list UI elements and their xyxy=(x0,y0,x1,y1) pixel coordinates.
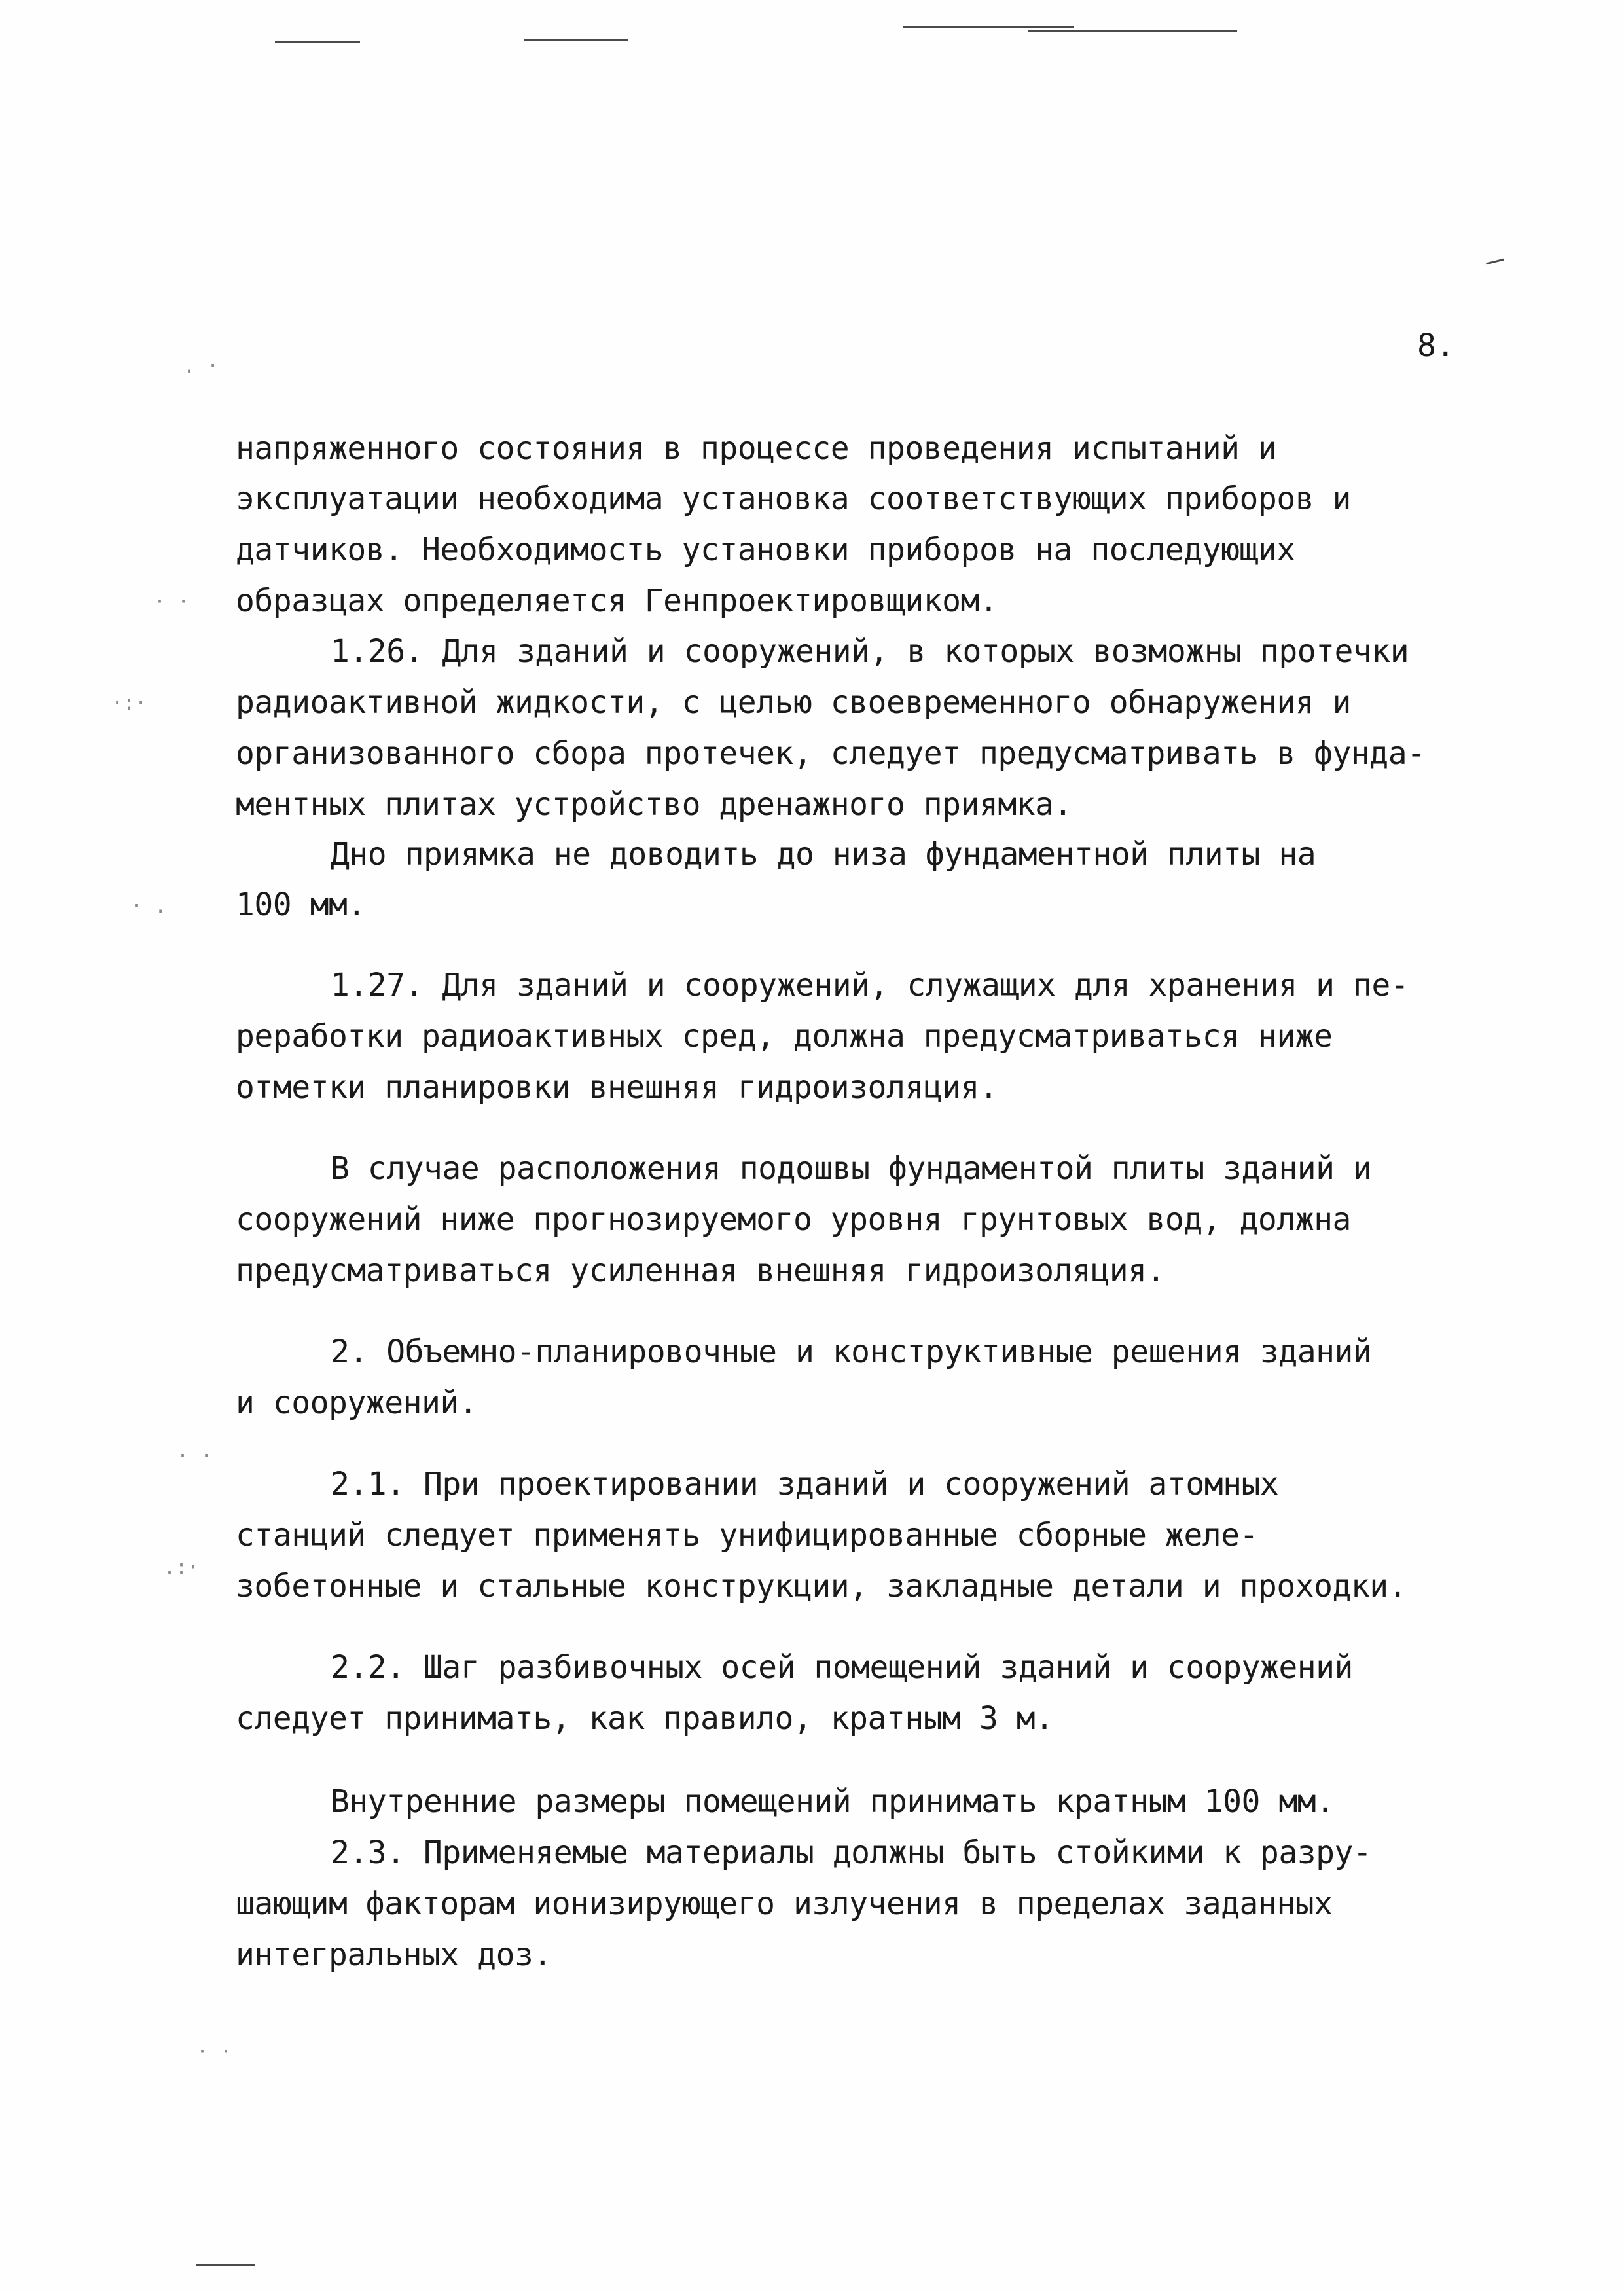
text-line: реработки радиоактивных сред, должна предусматриваться ниже xyxy=(236,1018,1333,1055)
text-line: 2. Объемно-планировочные и конструктивные решения зданий xyxy=(331,1334,1372,1370)
scan-speck: .:· xyxy=(164,1556,200,1579)
text-line: В случае расположения подошвы фундаментой плиты зданий и xyxy=(331,1150,1372,1187)
scan-speck: · · xyxy=(154,591,190,613)
scan-rule-top-3 xyxy=(903,26,1074,28)
scan-rule-top-1 xyxy=(275,41,360,43)
text-line: зобетонные и стальные конструкции, закладные детали и проходки. xyxy=(236,1568,1407,1605)
text-line: следует принимать, как правило, кратным 3 м. xyxy=(236,1700,1054,1737)
text-line: 1.27. Для зданий и сооружений, служащих для хранения и пе- xyxy=(331,967,1409,1004)
text-line: сооружений ниже прогнозируемого уровня грунтовых вод, должна xyxy=(236,1201,1351,1238)
text-line: 2.3. Применяемые материалы должны быть стойкими к разру- xyxy=(331,1834,1372,1871)
text-line: образцах определяется Генпроектировщиком. xyxy=(236,583,998,619)
text-line: интегральных доз. xyxy=(236,1936,552,1973)
scan-speck: . · xyxy=(183,355,219,378)
text-line: и сооружений. xyxy=(236,1385,478,1421)
text-line: 2.1. При проектировании зданий и сооружений атомных xyxy=(331,1466,1279,1502)
text-line: 2.2. Шаг разбивочных осей помещений зданий и сооружений xyxy=(331,1649,1353,1686)
scan-rule-mark xyxy=(1486,259,1504,265)
scan-speck: ·:· xyxy=(111,692,147,715)
text-line: шающим факторам ионизирующего излучения в пределах заданных xyxy=(236,1885,1333,1922)
text-line: 100 мм. xyxy=(236,886,366,923)
scan-rule-top-2 xyxy=(524,39,628,41)
text-line: Внутренние размеры помещений принимать кратным 100 мм. xyxy=(331,1783,1335,1820)
text-line: радиоактивной жидкости, с целью своевременного обнаружения и xyxy=(236,684,1351,721)
text-line: предусматриваться усиленная внешняя гидроизоляция. xyxy=(236,1252,1165,1289)
text-line: отметки планировки внешняя гидроизоляция. xyxy=(236,1069,998,1106)
scan-rule-bottom xyxy=(196,2264,255,2266)
text-line: станций следует применять унифицированные сборные желе- xyxy=(236,1517,1258,1554)
text-line: организованного сбора протечек, следует предусматривать в фунда- xyxy=(236,735,1426,772)
text-line: эксплуатации необходима установка соответствующих приборов и xyxy=(236,481,1351,517)
text-line: ментных плитах устройство дренажного приямка. xyxy=(236,786,1072,823)
scan-speck: · · xyxy=(177,1445,213,1468)
text-line: Дно приямка не доводить до низа фундаментной плиты на xyxy=(331,836,1316,873)
text-line: напряженного состояния в процессе проведения испытаний и xyxy=(236,430,1277,467)
text-line: датчиков. Необходимость установки приборов на последующих xyxy=(236,532,1295,568)
page-number: 8. xyxy=(1417,327,1455,364)
scan-rule-top-4 xyxy=(1028,30,1237,32)
scan-speck: · . xyxy=(131,895,167,918)
scan-speck: · · xyxy=(196,2041,232,2063)
text-line: 1.26. Для зданий и сооружений, в которых возможны протечки xyxy=(331,633,1409,670)
